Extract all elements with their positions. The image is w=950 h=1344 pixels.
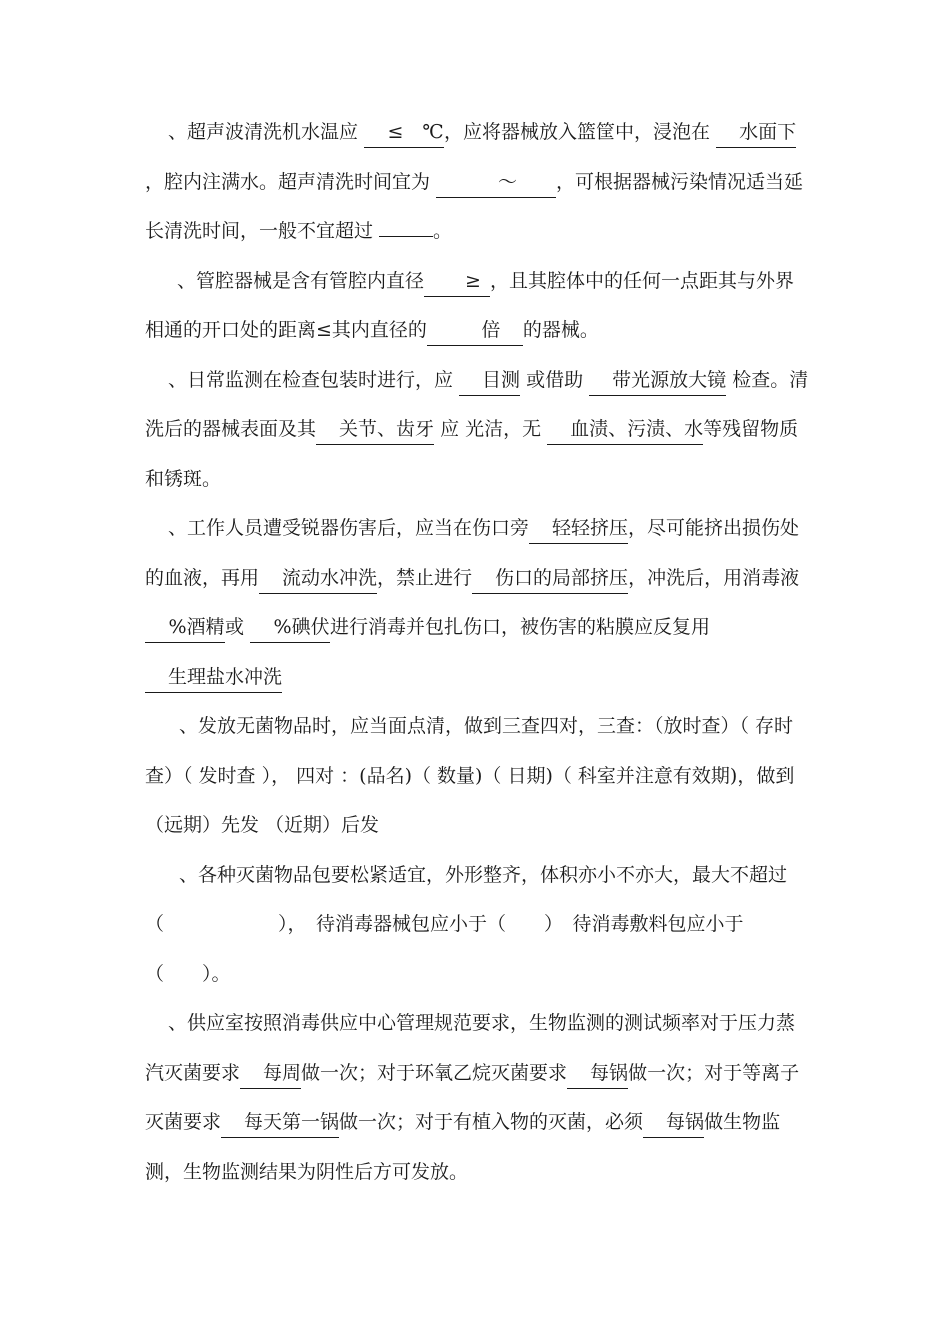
question-sharps-injury (145, 504, 810, 702)
question-text: 或 (225, 616, 251, 638)
question-text: 、超声波清洗机水温应 (168, 121, 365, 143)
question-text: 、工作人员遭受锐器伤害后，应当在伤口旁 (168, 517, 530, 539)
question-text: 做一次；对于等离子灭菌要求 (145, 1061, 800, 1133)
answer-blank: 每天第一锅 (221, 1107, 339, 1138)
question-text: ，冲洗后，用消毒液 (628, 566, 800, 589)
question-text: 应 光洁，无 (434, 418, 548, 440)
answer-blank: ≤ ℃ (364, 117, 444, 148)
answer-blank: 轻轻挤压 (529, 513, 628, 544)
question-text: 做一次；对于环氧乙烷灭菌要求 (301, 1061, 568, 1084)
question-text: 、供应室按照消毒供应中心管理规范要求，生物监测的测试频率对于压力蒸汽灭菌要求 (145, 1012, 796, 1084)
question-text: 、日常监测在检查包装时进行，应 (168, 368, 460, 391)
question-text: 做生物监测，生物监测结果为阴性后方可发放。 (145, 1111, 781, 1183)
question-text: 、发放无菌物品时，应当面点清，做到三查四对，三查：（放时查）（ 存时查）（ 发时查 ）， 四对 ：(品名)（ 数量)（ 日期)（ 科室并注意有效期)，做到（远期）先发 （近期）后发 (145, 715, 795, 836)
answer-blank: 生理盐水冲洗 (145, 662, 282, 693)
question-text: 、各种灭菌物品包要松紧适宜，外形整齐，体积亦小不亦大，最大不超过（ ）， 待消毒器械包应小于（ ） 待消毒敷料包应小于（ ）。 (145, 863, 788, 985)
question-text: ，可根据器械污染情况适当延长清洗时间，一般不宜超过 (145, 170, 804, 242)
question-text: ，且其腔体中的任何一点距其与外界相通的开口处的距离≤其内直径的 (145, 269, 795, 341)
answer-blank: 流动水冲洗 (259, 563, 377, 594)
question-text: ，禁止进行 (377, 566, 473, 589)
answer-blank: ≥ (424, 266, 490, 297)
answer-blank: 血渍、污渍、水 (547, 414, 703, 445)
answer-blank: ～ (436, 167, 556, 198)
question-package-size (145, 851, 810, 1000)
question-text: ，尽可能挤出损伤处的血液，再用 (145, 517, 800, 589)
question-lumen-device (145, 257, 810, 356)
answer-blank: 倍 (427, 315, 523, 346)
answer-blank: 每周 (240, 1058, 301, 1089)
question-text: 等残留物质和锈斑。 (145, 418, 799, 490)
answer-blank: %碘伏 (250, 612, 330, 643)
question-text: ，应将器械放入篮筐中，浸泡在 (444, 121, 717, 143)
answer-blank: 每锅 (567, 1058, 628, 1089)
question-list (145, 108, 810, 1197)
answer-blank: 关节、齿牙 (316, 414, 434, 445)
question-biological-monitoring (145, 999, 810, 1197)
question-sterile-dispensing (145, 702, 810, 851)
answer-blank: 带光源放大镜 (589, 365, 726, 396)
answer-blank: 伤口的局部挤压 (472, 563, 628, 594)
question-text: 。 (433, 220, 453, 242)
question-text: 进行消毒并包扎伤口，被伤害的粘膜应反复用 (330, 616, 711, 638)
answer-blank: 水面下 (716, 117, 796, 148)
question-text: 做一次；对于有植入物的灭菌，必须 (339, 1111, 644, 1133)
question-text: 的器械。 (522, 319, 599, 341)
answer-blank (379, 236, 433, 237)
answer-blank: 每锅 (643, 1107, 704, 1138)
question-text: ，腔内注满水。超声清洗时间宜为 (145, 170, 437, 193)
question-text: 或借助 (520, 368, 590, 391)
question-daily-monitoring (145, 356, 810, 505)
question-ultrasonic (145, 108, 810, 257)
answer-blank: 目测 (459, 365, 520, 396)
question-text: 、管腔器械是含有管腔内直径 (177, 269, 425, 292)
question-text: 检查。清洗后的器械表面及其 (145, 368, 809, 440)
answer-blank: %酒精 (145, 612, 225, 643)
